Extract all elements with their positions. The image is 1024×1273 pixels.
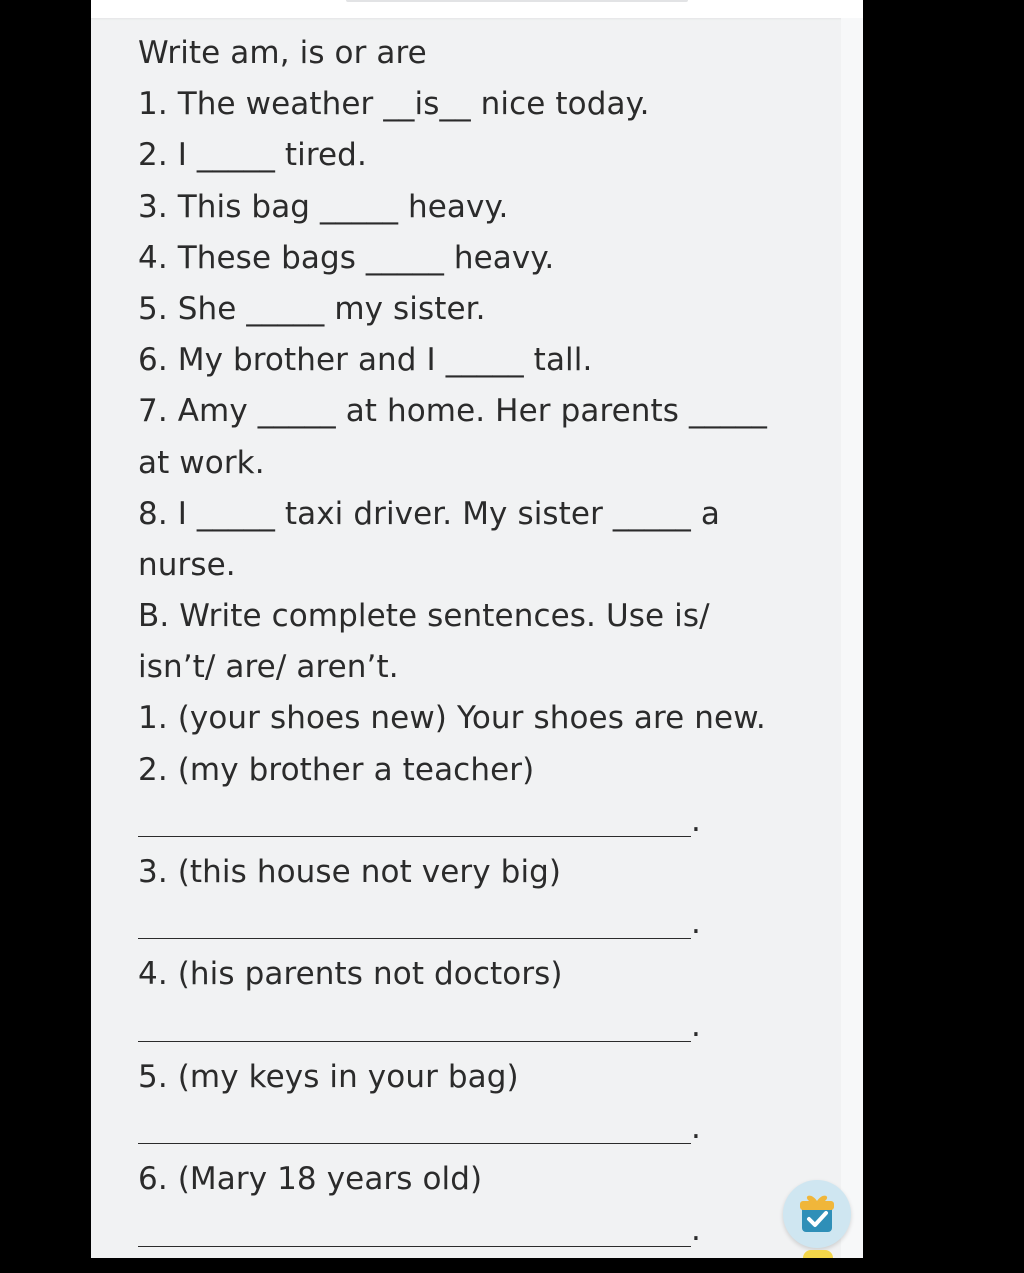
answer-blank bbox=[138, 1205, 691, 1256]
exercise-a-item: 3. This bag _____ heavy. bbox=[138, 188, 509, 225]
answer-line bbox=[138, 796, 818, 847]
answer-period: . bbox=[691, 1212, 701, 1249]
answer-blank bbox=[138, 1103, 691, 1154]
answer-line bbox=[138, 1205, 818, 1256]
answer-period: . bbox=[691, 1109, 701, 1146]
page-edge bbox=[841, 18, 863, 1258]
answer-blank bbox=[138, 898, 691, 949]
exercise-a-item: 7. Amy _____ at home. Her parents _____ bbox=[138, 393, 767, 430]
exercise-a-item-cont: nurse. bbox=[138, 546, 236, 583]
section-b-prompt: 5. (my keys in your bag) bbox=[138, 1058, 519, 1095]
exercise-a-item: 4. These bags _____ heavy. bbox=[138, 239, 555, 276]
exercise-a-item: 2. I _____ tired. bbox=[138, 137, 367, 174]
gift-check-icon bbox=[797, 1192, 837, 1236]
answer-period: . bbox=[691, 1007, 701, 1044]
section-b-prompt: 2. (my brother a teacher) bbox=[138, 751, 535, 788]
exercise-a-item: 5. She _____ my sister. bbox=[138, 290, 486, 327]
answer-line bbox=[138, 898, 818, 949]
section-b-title: B. Write complete sentences. Use is/ bbox=[138, 598, 710, 635]
top-bar bbox=[91, 0, 863, 18]
section-b-title-cont: isn’t/ are/ aren’t. bbox=[138, 649, 399, 686]
section-a-title: Write am, is or are bbox=[138, 35, 427, 71]
answer-line bbox=[138, 1001, 818, 1052]
section-b-prompt: 4. (his parents not doctors) bbox=[138, 956, 563, 993]
secondary-badge[interactable] bbox=[803, 1250, 833, 1258]
exercise-a-item: 1. The weather __is__ nice today. bbox=[138, 86, 650, 123]
gift-reward-button[interactable] bbox=[783, 1180, 851, 1248]
worksheet-content bbox=[138, 28, 818, 1257]
section-b-example: 1. (your shoes new) Your shoes are new. bbox=[138, 700, 766, 737]
section-b-prompt: 6. (Mary 18 years old) bbox=[138, 1161, 483, 1198]
exercise-a-item: 6. My brother and I _____ tall. bbox=[138, 342, 593, 379]
exercise-a-item: 8. I _____ taxi driver. My sister _____ a bbox=[138, 495, 720, 532]
drag-handle[interactable] bbox=[346, 0, 688, 2]
answer-blank bbox=[138, 796, 691, 847]
answer-period: . bbox=[691, 905, 701, 942]
answer-blank bbox=[138, 1001, 691, 1052]
answer-line bbox=[138, 1103, 818, 1154]
answer-period: . bbox=[691, 802, 701, 839]
section-b-prompt: 3. (this house not very big) bbox=[138, 854, 562, 890]
worksheet-page bbox=[91, 0, 863, 1258]
exercise-a-item-cont: at work. bbox=[138, 444, 265, 481]
